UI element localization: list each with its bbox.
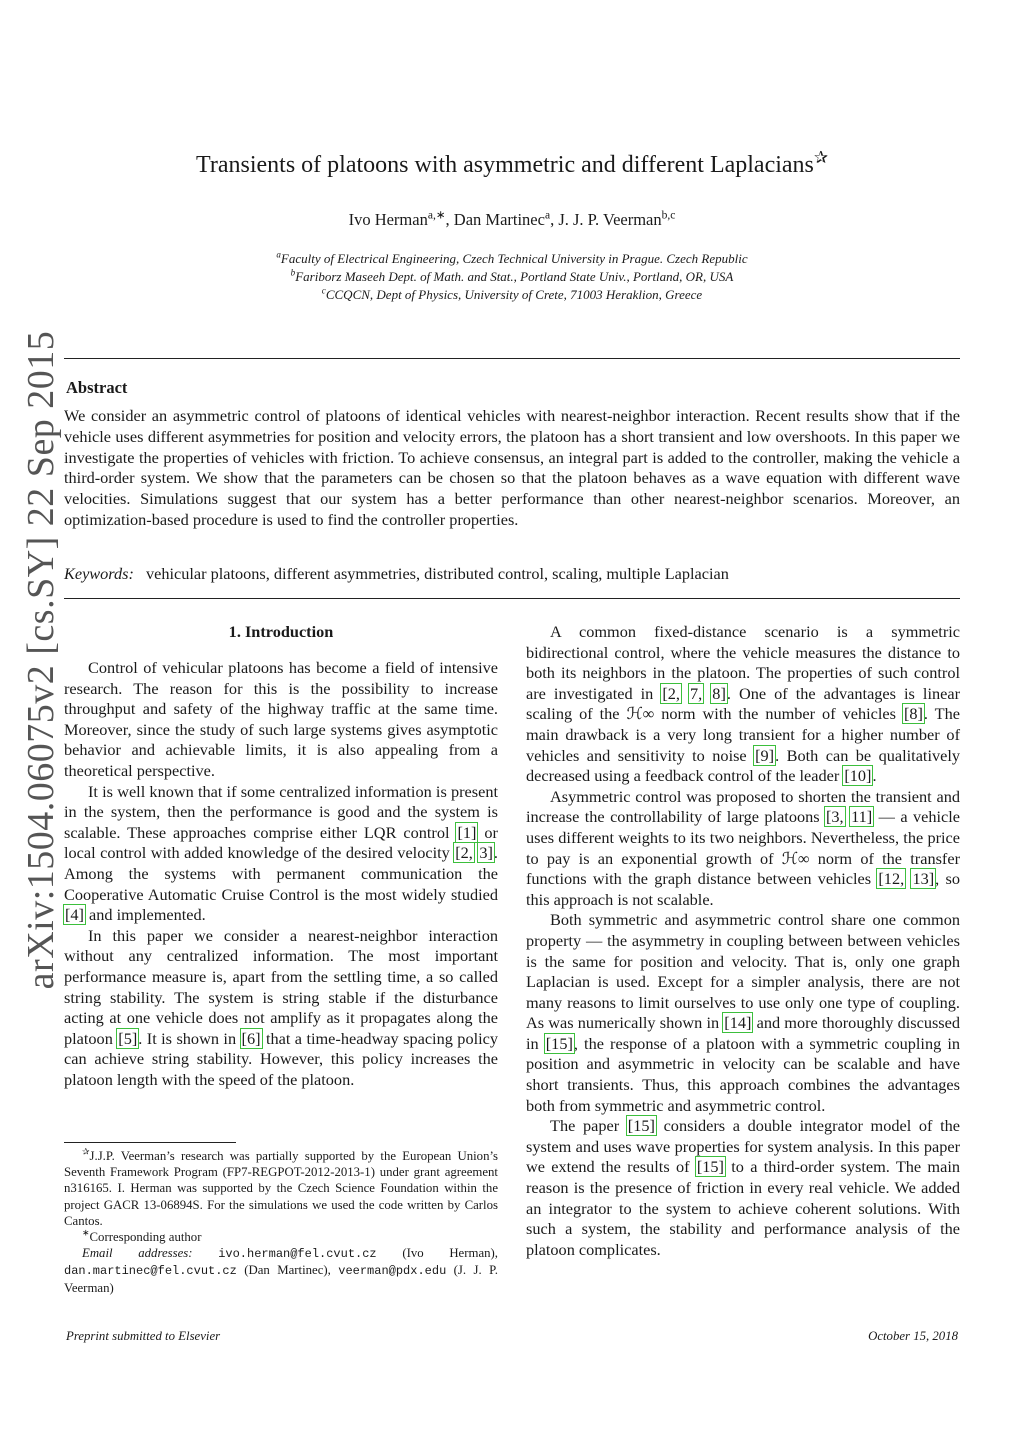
email-label: Email addresses: [82, 1246, 193, 1261]
keywords [64, 564, 960, 584]
citation-link[interactable]: [15] [627, 1116, 655, 1136]
citation-link[interactable]: [15] [696, 1157, 724, 1177]
math-h-infinity: ℋ∞ [626, 704, 655, 724]
footnote-mark: ∗ [82, 1227, 90, 1238]
top-divider [64, 358, 960, 359]
math-h-infinity: ℋ∞ [781, 848, 810, 868]
footnote-corresponding: ∗Corresponding author [82, 1227, 202, 1245]
abstract-heading: Abstract [66, 378, 128, 397]
author-list: Ivo Herman$^{a,∗}$, Dan Martinec$^a$, J. J. P. Veerman$^{b,c}$ [348, 209, 676, 229]
author-affil-mark: a,∗ [427, 209, 446, 222]
paragraph: In this paper we consider a nearest-neighbor interaction without any centralized information. The most important performance measure is, apart from the settling time, a so called string stability. The system is string stable if the disturbance acting at one vehicle does not amplify as it propagates along the platoon [5]. It is shown in [6] that a time-headway spacing policy can achieve string stability. However, this policy increases the platoon length with the speed of the platoon. [64, 925, 499, 1089]
citation-link[interactable]: [1] [457, 822, 477, 842]
footnote-emails: Email addresses: ivo.herman@fel.cvut.cz (Ivo Herman), dan.martinec@fel.cvut.cz (Dan Martinec), veerman@pdx.edu (J. J. P. Veerman) [64, 1246, 498, 1295]
affiliation-mark: c [321, 285, 326, 296]
affiliation-text: CCQCN, Dept of Physics, University of Crete, 71003 Heraklion, Greece [325, 287, 703, 302]
keywords-text: vehicular platoons, different asymmetries, distributed control, scaling, multiple Laplacian [145, 564, 729, 583]
arxiv-sidebar [10, 240, 72, 1080]
arxiv-id: arXiv:1504.06075v2 [cs.SY] 22 Sep 2015 [20, 330, 62, 990]
footer-preprint: Preprint submitted to Elsevier [66, 1329, 221, 1343]
footer-date: October 15, 2018 [868, 1329, 958, 1343]
paragraph: A common fixed-distance scenario is a symmetric bidirectional control, where the vehicle measures the distance to both its neighbors in the platoon. The properties of such control are investigated in [2, 7, 8]. One of the advantages is linear scaling of the ℋ∞ norm with the number of vehicles [8]. The main drawback is a very long transient for a higher number of vehicles and sensitivity to noise [9]. Both can be qualitatively decreased using a feedback control of the leader [10]. [526, 622, 961, 786]
citation-link[interactable]: 3] [479, 843, 493, 863]
citation-link[interactable]: [2, [455, 843, 473, 863]
paragraph: Control of vehicular platoons has become a field of intensive research. The reason for this is the possibility to increase throughput and safety of the highway traffic at the same time. Moreover, since the study of such large systems gives asymptotic behavior and achievable limits, it is also appealing from a theoretical perspective. [64, 658, 498, 780]
footnote-funding: ✰J.J.P. Veerman’s research was partially supported by the European Union’s Seventh Framework Program (FP7-REGPOT-2012-2013-1) under grant agreement n316165. I. Herman was supported by the Czech Science Foundation within the project GACR 13-06894S. For the simulations we used the code written by Carlos Cantos. [64, 1146, 498, 1228]
affiliation-text: Fariborz Maseeh Dept. of Math. and Stat., Portland State Univ., Portland, OR, USA [295, 269, 734, 284]
affiliation-line [0, 250, 1024, 268]
citation-link[interactable]: [14] [724, 1013, 752, 1033]
author-name: Ivo Herman [348, 210, 428, 229]
footnotes [64, 1148, 498, 1296]
footnote-divider [64, 1142, 236, 1143]
citation-link[interactable]: [2, [662, 683, 680, 703]
citation-link[interactable]: [4] [65, 905, 84, 925]
abstract-text: We consider an asymmetric control of platoons of identical vehicles with nearest-neighbor interaction. Recent results show that if the vehicle uses different asymmetries for position and velocity errors, the platoon has a short transient and low overshoots. In this paper we investigate the properties of vehicles with friction. To achieve consensus, an integral part is added to the controller, making the vehicle a third-order system. We show that the parameters can be chosen so that the platoon behaves as a wave equation with different wave velocities. Simulations suggest that our system has a better performance than other nearest-neighbor scenarios. Moreover, an optimization-based procedure is used to find the controller properties. [64, 406, 960, 529]
affiliation-line [0, 268, 1024, 286]
email-link[interactable]: ivo.herman@fel.cvut.cz [218, 1247, 377, 1262]
citation-link[interactable]: [8] [903, 704, 923, 724]
paper-title [0, 148, 1024, 179]
author-affil-mark: b,c [661, 209, 676, 222]
citation-link[interactable]: [10] [844, 766, 872, 786]
paragraph: Asymmetric control was proposed to shorten the transient and increase the controllability of large platoons [3, 11] — a vehicle uses different weights to its two neighbors. Nevertheless, the price to pay is an exponential growth of ℋ∞ norm of the transfer functions with the graph distance between vehicles [12, 13], so this approach is not scalable. [526, 786, 960, 909]
paragraph: The paper [15] considers a double integrator model of the system and uses wave properties for system analysis. In this paper we extend the results of [15] to a third-order system. The main reason is the presence of friction in every real vehicle. We added an integrator to the system to achieve coherent solutions. With such a system, the stability and performance analysis of the platoon complicates. [526, 1116, 961, 1259]
citation-link[interactable]: [12, [878, 869, 905, 889]
affiliation-line [0, 286, 1024, 304]
footnote-mark: ✰ [82, 1146, 90, 1157]
abstract-divider [64, 598, 960, 599]
paragraph: It is well known that if some centralized information is present in the system, then the performance is good and the system is scalable. These approaches comprise either LQR control [1] or local control with added knowledge of the desired velocity [2, 3]. Among the systems with permanent communication the Cooperative Automatic Cruise Control is the most widely studied [4] and implemented. [64, 781, 498, 925]
email-link[interactable]: dan.martinec@fel.cvut.cz [64, 1264, 237, 1279]
affiliation-mark: a [276, 249, 281, 260]
keywords-label: Keywords: [64, 564, 134, 583]
citation-link[interactable]: 13] [912, 869, 935, 889]
citation-link[interactable]: [9] [755, 745, 775, 765]
author-name: J. J. P. Veerman [558, 210, 662, 229]
citation-link[interactable]: 7, [690, 683, 703, 703]
citation-link[interactable]: [6] [241, 1028, 261, 1048]
email-link[interactable]: veerman@pdx.edu [338, 1264, 447, 1279]
citation-link[interactable]: [15] [545, 1033, 573, 1053]
right-column [526, 622, 960, 1260]
citation-link[interactable]: [3, [826, 807, 844, 827]
title-footnote-mark: ✰ [813, 148, 828, 167]
left-column [64, 658, 498, 1090]
affiliation-text: Faculty of Electrical Engineering, Czech Technical University in Prague. Czech Republic [280, 251, 748, 266]
author-affil-mark: a [544, 209, 551, 222]
affiliations [0, 250, 1024, 304]
citation-link[interactable]: [5] [118, 1028, 138, 1048]
citation-link[interactable]: 8] [712, 683, 726, 703]
author-name: Dan Martinec [453, 210, 545, 229]
section-heading: 1. Introduction [228, 622, 334, 641]
affiliation-mark: b [290, 267, 296, 278]
paragraph: Both symmetric and asymmetric control share one common property — the asymmetry in coupling between between vehicles is the same for position and velocity. That is, only one graph Laplacian is used. Except for a simpler analysis, there are not many reasons to limit ourselves to use only one type of coupling. As was numerically shown in [14] and more thoroughly discussed in [15], the response of a platoon with a symmetric coupling in position and asymmetric in velocity can be scalable and have short transients. Thus, this approach combines the advantages both from symmetric and asymmetric control. [526, 910, 960, 1115]
title-text: Transients of platoons with asymmetric and different Laplacians [196, 152, 814, 178]
citation-link[interactable]: 11] [851, 807, 873, 827]
